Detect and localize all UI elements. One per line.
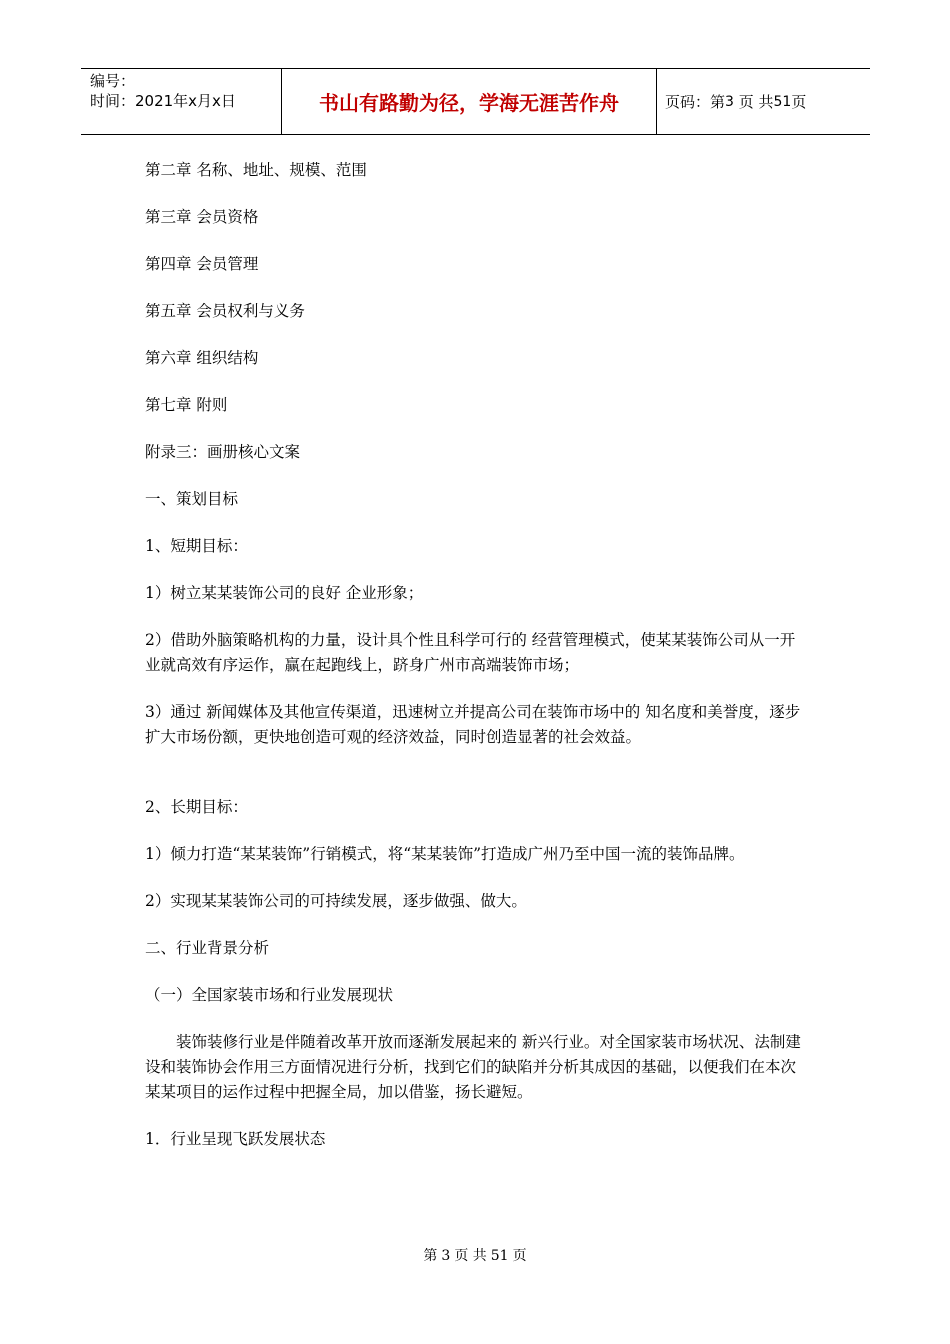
appendix-heading: 附录三：画册核心文案 <box>145 443 301 461</box>
subsection-heading: 1．行业呈现飞跃发展状态 <box>145 1130 326 1148</box>
page-prefix: 页码：第 <box>665 93 726 111</box>
body-paragraph: 3）通过 新闻媒体及其他宣传渠道，迅速树立并提高公司在装饰市场中的 知名度和美誉度，逐步扩大市场份额，更快地创造可观的经济效益，同时创造显著的社会效益。 <box>145 703 801 746</box>
document-body <box>145 158 805 1174</box>
header-meta <box>81 69 282 134</box>
footer-mid: 页 共 <box>454 1248 487 1264</box>
footer-total: 51 <box>490 1248 509 1264</box>
chapter-line: 第六章 组织结构 <box>145 349 259 367</box>
chapter-line: 第五章 会员权利与义务 <box>145 302 305 320</box>
body-paragraph: 2）实现某某装饰公司的可持续发展，逐步做强、做大。 <box>145 892 527 910</box>
time-label: 时间：2021年x月x日 <box>90 92 236 110</box>
page-header <box>81 68 870 135</box>
subsection-heading: 2、长期目标： <box>145 798 248 816</box>
page-mid: 页 共 <box>738 93 774 111</box>
header-page-info <box>657 69 870 134</box>
footer-current: 3 <box>441 1248 451 1264</box>
page-suffix: 页 <box>791 93 807 111</box>
chapter-line: 第二章 名称、地址、规模、范围 <box>145 161 367 179</box>
subsection-heading: （一）全国家装市场和行业发展现状 <box>145 986 394 1004</box>
footer-prefix: 第 <box>423 1248 438 1264</box>
section-heading: 二、行业背景分析 <box>145 939 270 957</box>
code-label: 编号： <box>90 72 136 90</box>
chapter-line: 第七章 附则 <box>145 396 228 414</box>
chapter-line: 第三章 会员资格 <box>145 208 259 226</box>
body-paragraph: 1）树立某某装饰公司的良好 企业形象； <box>145 584 424 602</box>
body-paragraph: 2）借助外脑策略机构的力量，设计具个性且科学可行的 经营管理模式，使某某装饰公司从一开业就高效有序运作，赢在起跑线上，跻身广州市高端装饰市场； <box>145 631 796 674</box>
body-paragraph: 1）倾力打造“某某装饰”行销模式，将“某某装饰”打造成广州乃至中国一流的装饰品牌。 <box>145 845 745 863</box>
subsection-heading: 1、短期目标： <box>145 537 248 555</box>
footer-suffix: 页 <box>512 1248 527 1264</box>
page-total: 51 <box>773 93 792 110</box>
page-current: 3 <box>725 93 734 110</box>
header-motto: 书山有路勤为径，学海无涯苦作舟 <box>282 69 657 134</box>
section-heading: 一、策划目标 <box>145 490 239 508</box>
body-paragraph: 装饰装修行业是伴随着改革开放而逐渐发展起来的 新兴行业。对全国家装市场状况、法制建设和装饰协会作用三方面情况进行分析，找到它们的缺陷并分析其成因的基础，以便我们在本次某某项目的运作过程中把握全局，加以借鉴，扬长避短。 <box>145 1033 801 1101</box>
page-footer <box>0 1245 950 1265</box>
chapter-line: 第四章 会员管理 <box>145 255 259 273</box>
